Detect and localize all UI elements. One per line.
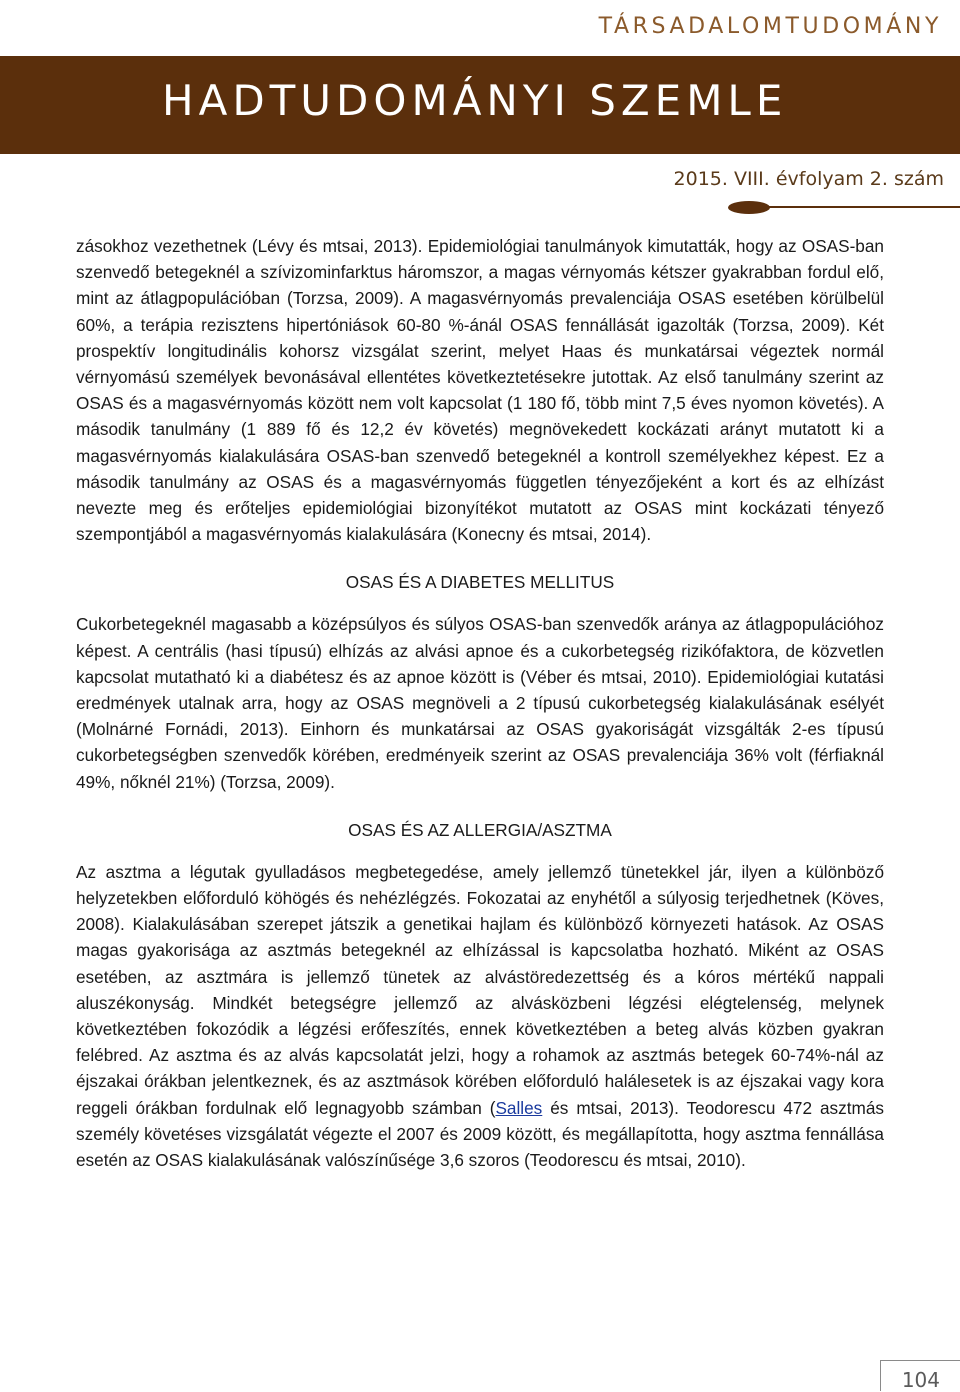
article-body (76, 233, 884, 1173)
journal-title: HADTUDOMÁNYI SZEMLE (162, 76, 788, 125)
page-number: 104 (901, 1368, 940, 1392)
paragraph-hypertension: zásokhoz vezethetnek (Lévy és mtsai, 2013). Epidemiológiai tanulmányok kimutatták, hogy az OSAS-ban szenvedő betegeknél a szívizominfarktus háromszor, a magas vérnyomás kétszer gyakrabban fordul elő, mint az átlagpopulációban (Torzsa, 2009). A magasvérnyomás prevalenciája OSAS esetében körülbelül 60%, a terápia rezisztens hipertóniások 60-80 %-ánál OSAS fennállását igazolták (Torzsa, 2009). Két prospektív longitudinális kohorsz vizsgálat szerint, melyet Haas és munkatársai végeztek normál vérnyomású személyek bevonásával ellentétes következtetésekre jutottak. Az első tanulmány szerint az OSAS és a magasvérnyomás között nem volt kapcsolat (1 180 fő, több mint 7,5 éves nyomon követés). A második tanulmány (1 889 fő és 12,2 év követés) megnövekedett kockázati arányt mutatott ki a magasvérnyomás kialakulására OSAS-ban szenvedő betegeknél a kontroll személyekhez képest. Ez a második tanulmány az OSAS és a magasvérnyomás független tényezőjeként a kort és az elhízást nevezte meg és erőteljes epidemiológiai bizonyítékot mutatott az OSAS mint kockázati tényező szempontjából a magasvérnyomás kialakulására (Konecny és mtsai, 2014). (76, 236, 884, 545)
paragraph-asthma-text-a: Az asztma a légutak gyulladásos megbetegedése, amely jellemző tünetekkel jár, ilyen a különböző helyzetekben előforduló köhögés és nehézlégzés. Fokozatai az enyhétől a súlyosig terjedhetnek (Köves, 2008). Kialakulásában szerepet játszik a genetikai hajlam és különböző környezeti hatások. Az OSAS magas gyakorisága az asztmás betegeknél az elhízással is kapcsolatba hozható. Miként az OSAS esetében, az asztmára is jellemző tünetek az alvástöredezettség és a kóros mértékű nappali aluszékonyság. Mindkét betegségre jellemző az alvásközbeni légzési elégtelenség, melynek következtében fokozódik a légzési erőfeszítés, ennek következtében a beteg alvás közben gyakran felébred. Az asztma és az alvás kapcsolatát jelzi, hogy a rohamok az asztmás betegek 60-74%-nál az éjszakai órákban jelentkeznek, és az asztmások körében előforduló halálesetek is az éjszakai vagy kora reggeli órákban fordulnak elő legnagyobb számban ( (76, 861, 884, 1118)
issue-info: 2015. VIII. évfolyam 2. szám (673, 168, 944, 190)
divider-ornament (728, 201, 770, 214)
paragraph-asthma-text-b: és mtsai, 2013). Teodorescu 472 asztmás személy követéses vizsgálatát végezte el 2007 és 2009 között, és megállapította, hogy asztma fennállása esetén az OSAS kialakulásának valószínűsége 3,6 szoros (Teodorescu és mtsai, 2010). (76, 1097, 884, 1171)
paragraph-diabetes: Cukorbetegeknél magasabb a középsúlyos és súlyos OSAS-ban szenvedők aránya az átlagpopulációhoz képest. A centrális (hasi típusú) elhízás az alvási apnoe és a cukorbetegség rizikófaktora, de közvetlen kapcsolat mutatható ki a diabétesz és az apnoe között is (Véber és mtsai, 2010). Epidemiológiai kutatási eredmények utalnak arra, hogy az OSAS megnöveli a 2 típusú cukorbetegség kialakulásának esélyét (Molnárné Fornádi, 2013). Einhorn és munkatársai az OSAS gyakoriságát vizsgálták 2-es típusú cukorbetegségben szenvedők körében, eredményeik szerint az OSAS prevalenciája 36% volt (férfiaknál 49%, nőknél 21%) (Torzsa, 2009). (76, 614, 884, 792)
footer-divider-vertical (880, 1360, 881, 1391)
header-divider (740, 206, 960, 208)
paragraph-asthma (76, 859, 884, 1173)
section-heading-diabetes: OSAS ÉS A DIABETES MELLITUS (345, 572, 615, 593)
reference-link-salles[interactable]: Salles (495, 1097, 543, 1118)
section-heading-asthma: OSAS ÉS AZ ALLERGIA/ASZTMA (348, 819, 612, 840)
footer-divider (880, 1360, 960, 1361)
section-category: TÁRSADALOMTUDOMÁNY (598, 14, 942, 39)
